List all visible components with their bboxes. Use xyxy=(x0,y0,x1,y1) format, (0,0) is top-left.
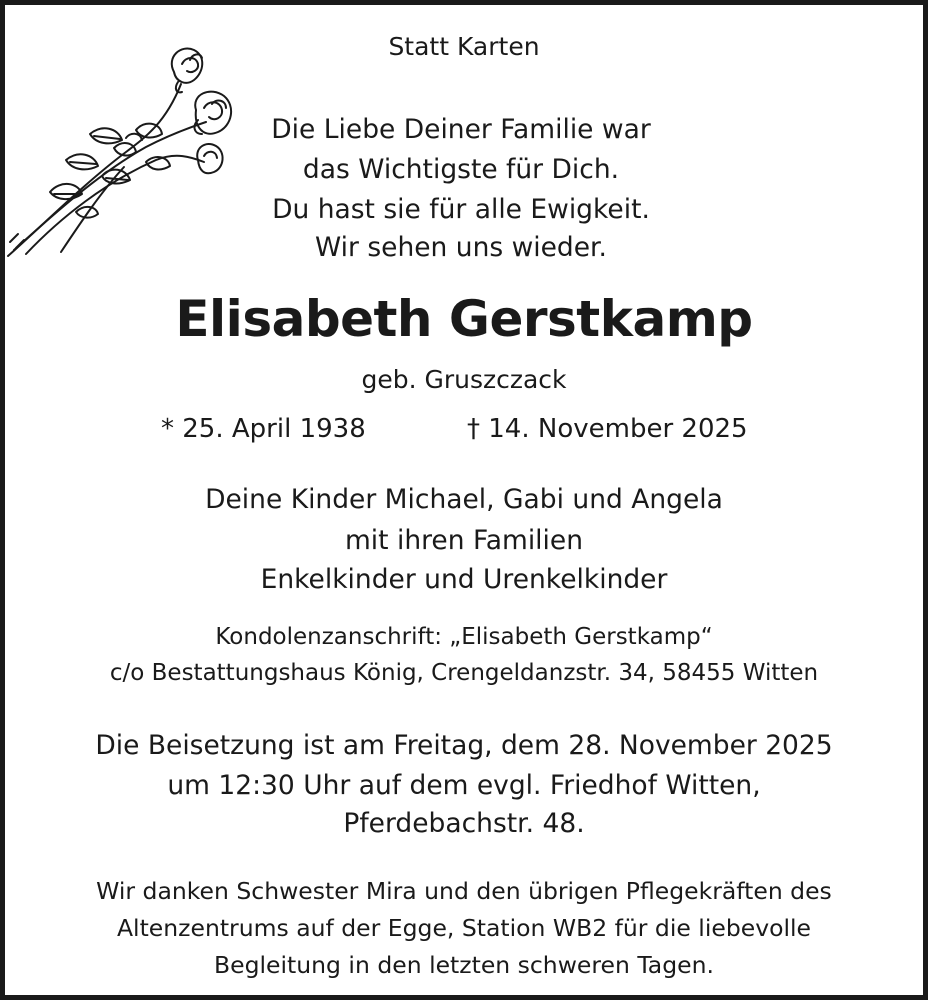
deceased-name: Elisabeth Gerstkamp xyxy=(175,290,753,348)
verse-line-1: Die Liebe Deiner Familie war xyxy=(271,114,651,145)
burial-line-2: um 12:30 Uhr auf dem evgl. Friedhof Witten, xyxy=(167,770,761,801)
thanks-line-3: Begleitung in den letzten schweren Tagen. xyxy=(214,951,714,979)
death-date: † 14. November 2025 xyxy=(467,414,748,444)
maiden-name: geb. Gruszczack xyxy=(361,365,567,394)
mourners-line-1: Deine Kinder Michael, Gabi und Angela xyxy=(205,484,723,515)
roses-illustration xyxy=(6,42,242,262)
birth-date: * 25. April 1938 xyxy=(161,414,366,444)
condolence-address-line-2: c/o Bestattungshaus König, Crengeldanzstr. 34, 58455 Witten xyxy=(109,660,819,686)
thanks-line-2: Altenzentrums auf der Egge, Station WB2 für die liebevolle xyxy=(116,914,812,942)
burial-line-1: Die Beisetzung ist am Freitag, dem 28. November 2025 xyxy=(95,730,833,761)
mourners-line-3: Enkelkinder und Urenkelkinder xyxy=(260,564,668,595)
verse-line-2: das Wichtigste für Dich. xyxy=(302,154,620,185)
thanks-line-1: Wir danken Schwester Mira und den übrigen Pflegekräften des xyxy=(96,877,832,905)
condolence-address-line-1: Kondolenzanschrift: „Elisabeth Gerstkamp“ xyxy=(215,624,713,650)
verse-line-4: Wir sehen uns wieder. xyxy=(315,232,607,263)
verse-line-3: Du hast sie für alle Ewigkeit. xyxy=(272,194,650,225)
header-statt-karten: Statt Karten xyxy=(388,32,540,61)
mourners-line-2: mit ihren Familien xyxy=(344,525,584,556)
burial-line-3: Pferdebachstr. 48. xyxy=(343,808,585,839)
